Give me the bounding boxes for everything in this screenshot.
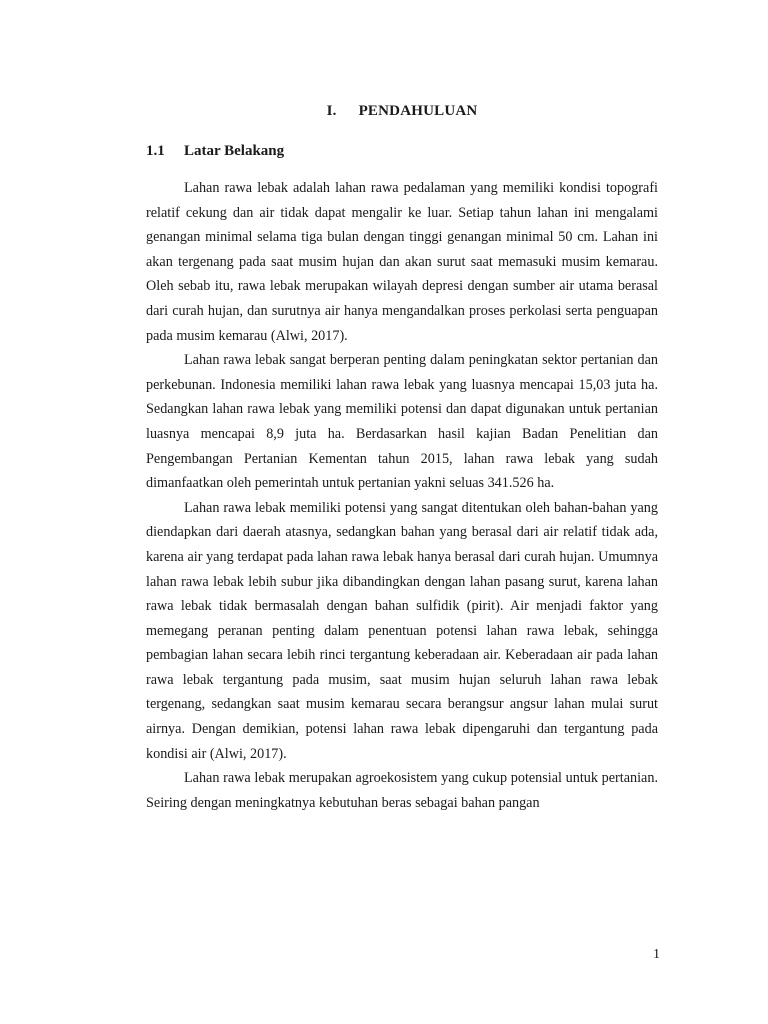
chapter-title-text: PENDAHULUAN bbox=[358, 103, 478, 119]
body-text bbox=[146, 176, 658, 815]
paragraph: Lahan rawa lebak merupakan agroekosistem yang cukup potensial untuk pertanian. Seiring dengan meningkatnya kebutuhan beras sebagai bahan pangan bbox=[146, 770, 658, 811]
page-number: 1 bbox=[653, 947, 660, 962]
paragraph: Lahan rawa lebak sangat berperan penting dalam peningkatan sektor pertanian dan perkebunan. Indonesia memiliki lahan rawa lebak yang luasnya mencapai 15,03 juta ha. Sedangkan lahan rawa lebak yang memiliki potensi dan dapat digunakan untuk pertanian luasnya mencapai 8,9 juta ha. Berdasarkan hasil kajian Badan Penelitian dan Pengembangan Pertanian Kementan tahun 2015, lahan rawa lebak yang sudah dimanfaatkan oleh pemerintah untuk pertanian yakni seluas 341.526 ha. bbox=[146, 352, 658, 492]
paragraph: Lahan rawa lebak adalah lahan rawa pedalaman yang memiliki kondisi topografi relatif cekung dan air tidak dapat mengalir ke luar. Setiap tahun lahan ini mengalami genangan minimal selama tiga bulan dengan tinggi genangan minimal 50 cm. Lahan ini akan tergenang pada saat musim hujan dan akan surut saat memasuki musim kemarau. Oleh sebab itu, rawa lebak merupakan wilayah depresi dengan sumber air utama berasal dari curah hujan, dan surutnya air hanya mengandalkan proses perkolasi serta penguapan pada musim kemarau (Alwi, 2017). bbox=[146, 180, 658, 344]
section-heading bbox=[146, 141, 284, 161]
section-number: 1.1 bbox=[146, 143, 165, 159]
paragraph: Lahan rawa lebak memiliki potensi yang sangat ditentukan oleh bahan-bahan yang diendapkan dari daerah atasnya, sedangkan bahan yang berasal dari air relatif tidak ada, karena air yang terdapat pada lahan rawa lebak hanya berasal dari curah hujan. Umumnya lahan rawa lebak lebih subur jika dibandingkan dengan lahan pasang surut, karena lahan rawa lebak tidak bermasalah dengan bahan sulfidik (pirit). Air menjadi faktor yang memegang peranan penting dalam penentuan potensi lahan rawa lebak, sehingga pembagian lahan secara lebih rinci tergantung keberadaan air. Keberadaan air pada lahan rawa lebak tergantung pada musim, saat musim hujan seluruh lahan rawa lebak tergenang, sedangkan saat musim kemarau secara berangsur angsur lahan mulai surut airnya. Dengan demikian, potensi lahan rawa lebak dipengaruhi dan tergantung pada kondisi air (Alwi, 2017). bbox=[146, 499, 658, 762]
section-title-text: Latar Belakang bbox=[184, 143, 285, 159]
chapter-number: I. bbox=[326, 103, 337, 119]
chapter-title bbox=[146, 101, 658, 121]
